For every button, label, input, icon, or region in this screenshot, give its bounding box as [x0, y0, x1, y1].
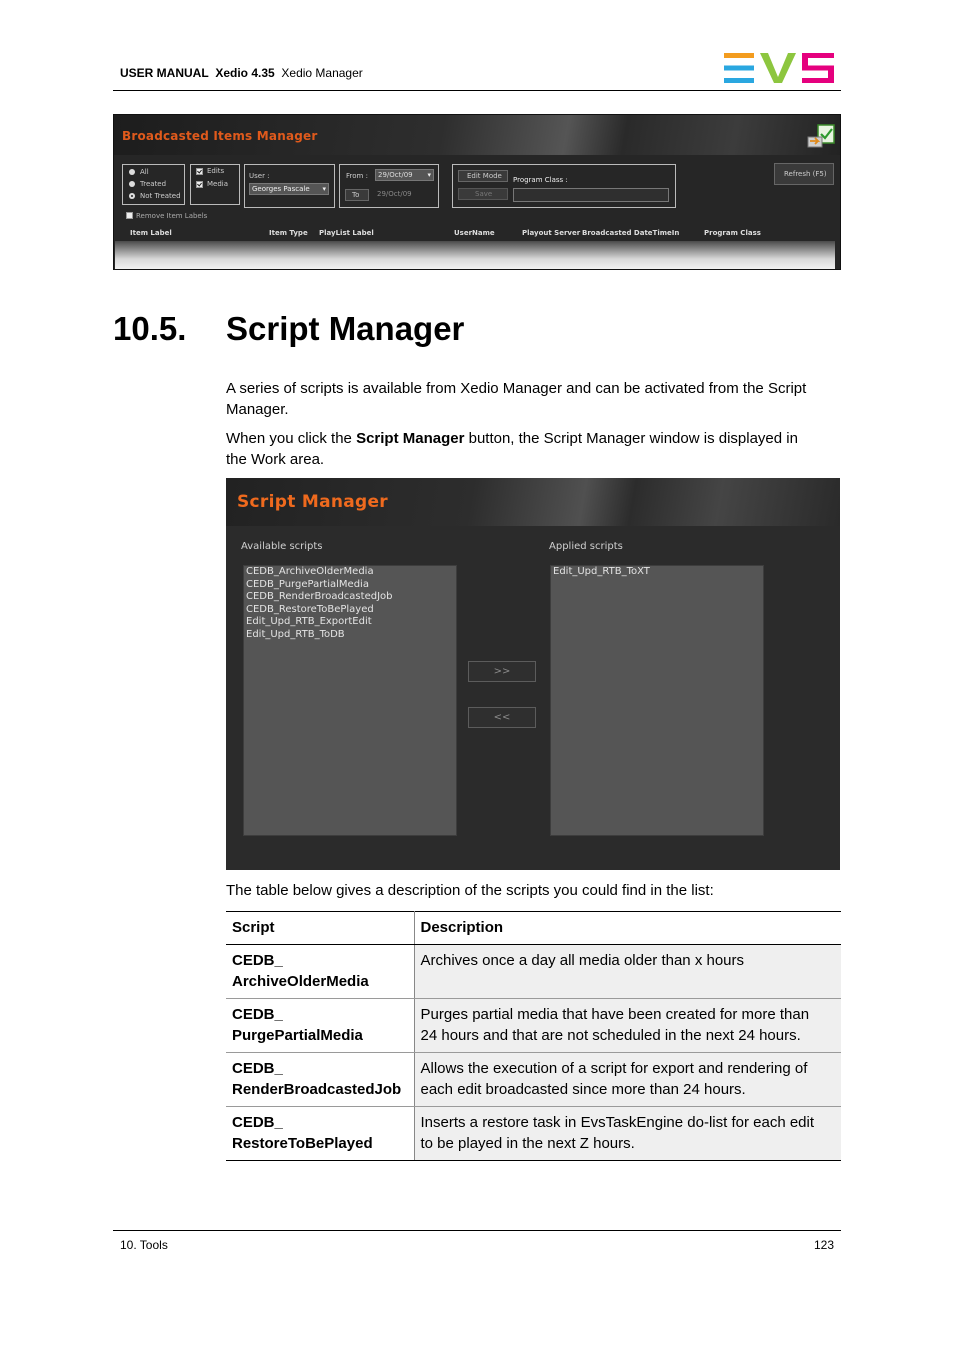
- header-script: Script: [226, 912, 414, 945]
- from-date-field[interactable]: [375, 169, 434, 181]
- page-number: 123: [813, 1238, 834, 1252]
- product-name: Xedio 4.35: [215, 66, 275, 80]
- list-item[interactable]: CEDB_ArchiveOlderMedia: [246, 566, 374, 577]
- sm-title-bar: [226, 478, 840, 526]
- click-text-bold: Script Manager: [356, 430, 465, 447]
- footer-divider: [113, 1230, 841, 1231]
- calendar-dropdown-icon: ▾: [427, 171, 431, 179]
- table-row: [226, 945, 841, 999]
- list-item[interactable]: CEDB_RestoreToBePlayed: [246, 603, 374, 615]
- list-item[interactable]: Edit_Upd_RTB_ToXT: [553, 566, 650, 577]
- refresh-label: Refresh (F5): [784, 170, 827, 178]
- list-item[interactable]: Edit_Upd_RTB_ExportEdit: [246, 616, 372, 628]
- chevron-down-icon: ▾: [322, 185, 326, 193]
- edits-checkbox[interactable]: [196, 168, 203, 175]
- col-username[interactable]: UserName: [454, 229, 495, 237]
- click-text-after: button, the Script Manager window is displayed in: [464, 430, 798, 447]
- table-row: [226, 1107, 841, 1161]
- script-name-cell: [226, 945, 414, 999]
- to-date-value: 29/Oct/09: [377, 190, 412, 198]
- script-name-l1: CEDB_: [232, 1060, 283, 1077]
- save-label: Save: [475, 190, 493, 198]
- description-cell: [414, 1053, 841, 1107]
- click-paragraph: [226, 428, 836, 470]
- user-select[interactable]: [249, 183, 329, 195]
- available-scripts-list[interactable]: [243, 565, 457, 836]
- radio-not-treated[interactable]: [129, 193, 135, 199]
- script-name-l2: PurgePartialMedia: [232, 1027, 363, 1044]
- script-name-l1: CEDB_: [232, 1006, 283, 1023]
- script-name-l2: RestoreToBePlayed: [232, 1135, 373, 1152]
- section-title: Script Manager: [226, 310, 465, 347]
- section-number: 10.5.: [113, 310, 187, 347]
- applied-scripts-list[interactable]: [550, 565, 764, 836]
- media-checkbox-label: Media: [207, 180, 229, 188]
- footer-chapter: 10. Tools: [120, 1238, 168, 1252]
- save-button[interactable]: [458, 188, 508, 200]
- edit-mode-label: Edit Mode: [467, 172, 502, 180]
- to-toggle[interactable]: [345, 189, 369, 201]
- script-name-cell: [226, 1053, 414, 1107]
- description-l2: 24 hours and that are not scheduled in the next 24 hours.: [420, 1027, 801, 1044]
- running-header: [120, 66, 363, 80]
- scripts-table: [226, 911, 841, 1161]
- script-name-l1: CEDB_: [232, 1114, 283, 1131]
- refresh-button[interactable]: [774, 163, 834, 185]
- sm-title: Script Manager: [237, 492, 388, 512]
- from-label: From :: [346, 172, 368, 180]
- program-class-field[interactable]: [513, 188, 669, 202]
- script-name-l2: ArchiveOlderMedia: [232, 973, 369, 990]
- remove-item-labels-checkbox[interactable]: [126, 212, 133, 219]
- radio-all-label: All: [140, 168, 149, 176]
- description-l1: Allows the execution of a script for export and rendering of: [420, 1060, 808, 1077]
- table-row: [226, 999, 841, 1053]
- program-class-label: Program Class :: [513, 176, 568, 184]
- description-l1: Inserts a restore task in EvsTaskEngine do-list for each edit: [420, 1114, 815, 1131]
- description-cell: [414, 999, 841, 1053]
- available-scripts-label: Available scripts: [241, 541, 323, 552]
- from-date-value: 29/Oct/09: [378, 171, 413, 179]
- col-playout-server[interactable]: Playout Server: [522, 229, 581, 237]
- remove-script-button[interactable]: <<: [468, 707, 536, 728]
- description-cell: [414, 1107, 841, 1161]
- col-broadcasted-datetime[interactable]: Broadcasted DateTimeIn: [582, 229, 680, 237]
- script-name-l1: CEDB_: [232, 952, 283, 969]
- broadcasted-items-manager-screenshot: [113, 114, 841, 270]
- description-l1: Purges partial media that have been created for more than: [420, 1006, 810, 1023]
- radio-treated[interactable]: [129, 181, 135, 187]
- user-select-value: Georges Pascale: [252, 185, 310, 193]
- description-cell: [414, 945, 841, 999]
- manual-label: USER MANUAL: [120, 66, 209, 80]
- col-item-label[interactable]: Item Label: [130, 229, 172, 237]
- list-item[interactable]: CEDB_RenderBroadcastedJob: [246, 591, 393, 603]
- add-script-button[interactable]: >>: [468, 661, 536, 682]
- click-line-1: [226, 428, 836, 449]
- table-intro-line: The table below gives a description of the scripts you could find in the list:: [226, 882, 714, 899]
- radio-not-treated-label: Not Treated: [140, 192, 181, 200]
- intro-line-2: Manager.: [226, 401, 289, 418]
- description-l2: each edit broadcasted since more than 24 hours.: [420, 1081, 746, 1098]
- intro-paragraph: [226, 378, 836, 420]
- click-text-before: When you click the: [226, 430, 357, 447]
- table-row: [226, 1053, 841, 1107]
- table-intro: [226, 880, 836, 901]
- list-item[interactable]: CEDB_PurgePartialMedia: [246, 578, 369, 590]
- script-name-cell: [226, 999, 414, 1053]
- list-item[interactable]: Edit_Upd_RTB_ToDB: [246, 628, 345, 640]
- script-name-cell: [226, 1107, 414, 1161]
- evs-logo: [724, 53, 836, 83]
- media-checkbox[interactable]: [196, 181, 203, 188]
- col-program-class[interactable]: Program Class: [704, 229, 761, 237]
- bim-title-bar: [114, 115, 841, 155]
- header-divider: [113, 90, 841, 91]
- table-header-row: [226, 912, 841, 945]
- intro-line-1: A series of scripts is available from Xedio Manager and can be activated from the Script: [226, 380, 807, 397]
- broadcast-items-icon: [806, 123, 836, 151]
- header-description: Description: [414, 912, 841, 945]
- user-label: User :: [249, 172, 270, 180]
- script-name-l2: RenderBroadcastedJob: [232, 1081, 402, 1098]
- to-label: To: [352, 191, 360, 199]
- remove-item-labels-label: Remove Item Labels: [136, 212, 208, 220]
- bim-results-grid: [115, 241, 835, 270]
- script-manager-screenshot: [226, 478, 840, 870]
- radio-all[interactable]: [129, 169, 135, 175]
- applied-scripts-label: Applied scripts: [549, 541, 623, 552]
- edit-mode-button[interactable]: [458, 170, 508, 182]
- bim-title: Broadcasted Items Manager: [122, 129, 318, 143]
- description-l1: Archives once a day all media older than x hours: [420, 952, 745, 969]
- col-playlist-label[interactable]: PlayList Label: [319, 229, 374, 237]
- edits-checkbox-label: Edits: [207, 167, 225, 175]
- radio-treated-label: Treated: [140, 180, 167, 188]
- col-item-type[interactable]: Item Type: [269, 229, 308, 237]
- click-line-2: the Work area.: [226, 451, 325, 468]
- description-l2: to be played in the next Z hours.: [420, 1135, 635, 1152]
- module-name: Xedio Manager: [281, 66, 363, 80]
